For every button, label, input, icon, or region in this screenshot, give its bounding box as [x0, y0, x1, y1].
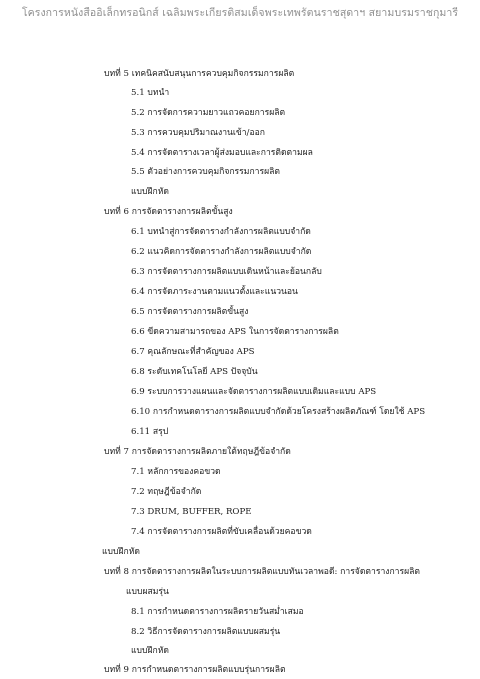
- toc-section-5-2: 5.2 การจัดการความยาวแถวคอยการผลิต: [131, 108, 286, 118]
- toc-section-7-4: 7.4 การจัดตารางการผลิตที่ขับเคลื่อนด้วยคอขวด: [131, 527, 312, 537]
- toc-section-5-5: 5.5 ตัวอย่างการควบคุมกิจกรรมการผลิต: [131, 167, 280, 177]
- toc-section-5-4: 5.4 การจัดตารางเวลาผู้ส่งมอบและการติดตามผล: [131, 148, 313, 158]
- toc-chapter-5: บทที่ 5 เทคนิคสนับสนุนการควบคุมกิจกรรมการผลิต: [104, 69, 295, 79]
- toc-chapter-8: บทที่ 8 การจัดตารางการผลิตในระบบการผลิตแบบทันเวลาพอดี: การจัดตารางการผลิต: [104, 567, 420, 577]
- toc-section-6-4: 6.4 การจัดภาระงานตามแนวตั้งและแนวนอน: [131, 287, 298, 297]
- toc-section-5-3: 5.3 การควบคุมปริมาณงานเข้า/ออก: [131, 128, 265, 138]
- page-header: โครงการหนังสืออิเล็กทรอนิกส์ เฉลิมพระเกียรติสมเด็จพระเทพรัตนราชสุดาฯ สยามบรมราชกุมารี: [21, 7, 459, 19]
- toc-chapter-9: บทที่ 9 การกำหนดตารางการผลิตแบบรุ่นการผลิต: [104, 665, 286, 675]
- toc-section-6-7: 6.7 คุณลักษณะที่สำคัญของ APS: [131, 347, 255, 357]
- toc-section-6-8: 6.8 ระดับเทคโนโลยี APS ปัจจุบัน: [131, 367, 258, 377]
- toc-section-6-11: 6.11 สรุป: [131, 427, 169, 437]
- toc-section-6-10: 6.10 การกำหนดตารางการผลิตแบบจำกัดด้วยโครงสร้างผลิตภัณฑ์ โดยใช้ APS: [131, 407, 426, 417]
- toc-chapter-8-continued: แบบผสมรุ่น: [126, 587, 169, 597]
- toc-section-6-3: 6.3 การจัดตารางการผลิตแบบเดินหน้าและย้อนกลับ: [131, 267, 322, 277]
- toc-section-6-5: 6.5 การจัดตารางการผลิตขั้นสูง: [131, 307, 249, 317]
- toc-section-7-2: 7.2 ทฤษฎีข้อจำกัด: [131, 487, 202, 497]
- toc-section-6-1: 6.1 บทนำสู่การจัดตารางกำลังการผลิตแบบจำกัด: [131, 227, 311, 237]
- toc-section-7-1: 7.1 หลักการของคอขวด: [131, 467, 221, 477]
- toc-section-6-2: 6.2 แนวคิดการจัดตารางกำลังการผลิตแบบจำกัด: [131, 247, 312, 257]
- toc-chapter-7: บทที่ 7 การจัดตารางการผลิตภายใต้ทฤษฎีข้อจำกัด: [104, 447, 291, 457]
- toc-section-8-2: 8.2 วิธีการจัดตารางการผลิตแบบผสมรุ่น: [131, 627, 281, 637]
- toc-exercise-5: แบบฝึกหัด: [131, 187, 169, 197]
- toc-section-6-6: 6.6 ขีดความสามารถของ APS ในการจัดตารางการผลิต: [131, 327, 339, 337]
- toc-section-8-1: 8.1 การกำหนดตารางการผลิตรายวันสม่ำเสมอ: [131, 607, 304, 617]
- toc-section-5-1: 5.1 บทนำ: [131, 88, 170, 98]
- toc-exercise-8: แบบฝึกหัด: [131, 646, 169, 656]
- toc-section-7-3: 7.3 DRUM, BUFFER, ROPE: [131, 507, 252, 517]
- toc-exercise-7: แบบฝึกหัด: [102, 547, 140, 557]
- toc-chapter-6: บทที่ 6 การจัดตารางการผลิตขั้นสูง: [104, 207, 233, 217]
- toc-section-6-9: 6.9 ระบบการวางแผนและจัดตารางการผลิตแบบเดิมและแบบ APS: [131, 387, 377, 397]
